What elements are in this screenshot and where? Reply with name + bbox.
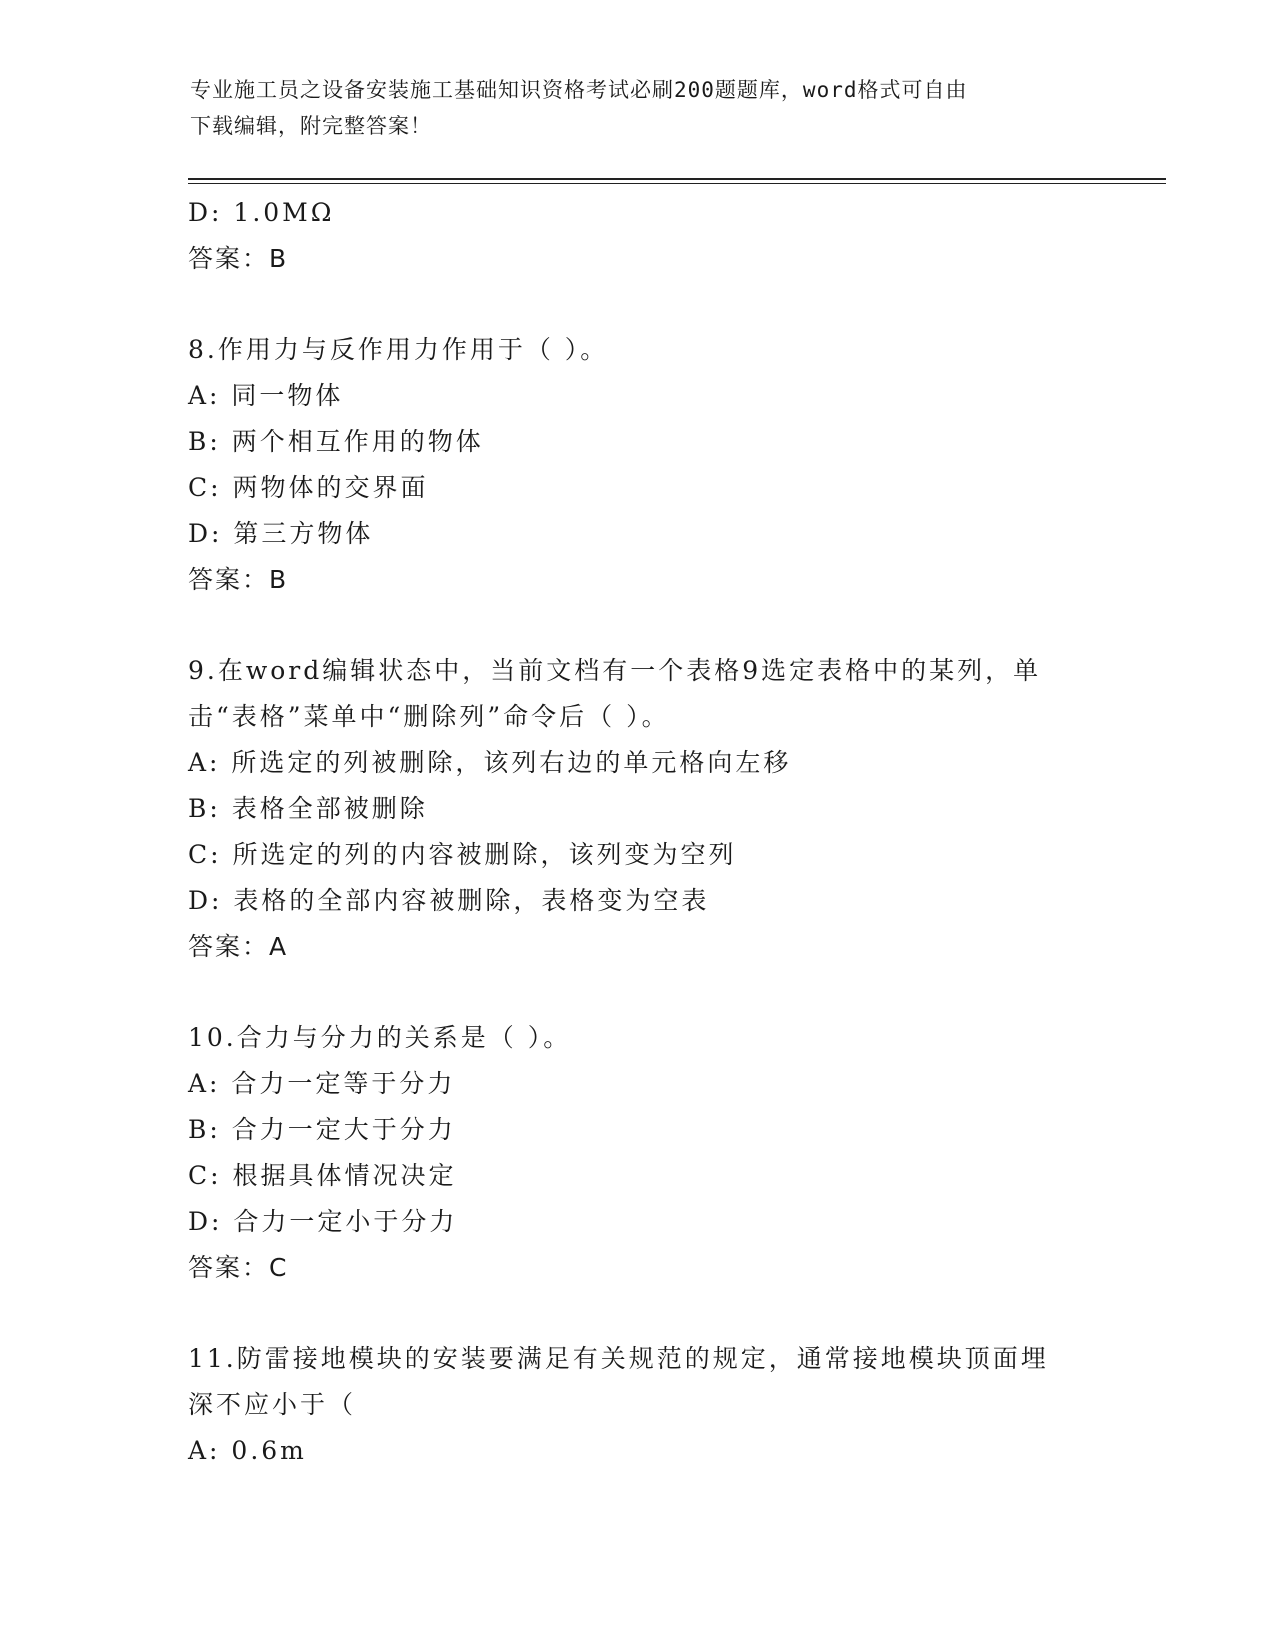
question-8 xyxy=(188,327,1088,603)
option-a: A: 所选定的列被删除，该列右边的单元格向左移 xyxy=(188,748,792,777)
header-line-1: 专业施工员之设备安装施工基础知识资格考试必刷200题题库，word格式可自由 xyxy=(190,78,968,102)
option-d: D: 表格的全部内容被删除，表格变为空表 xyxy=(188,886,710,915)
question-11 xyxy=(188,1336,1088,1474)
option-b: B: 合力一定大于分力 xyxy=(188,1115,456,1144)
question-7-tail xyxy=(188,190,1088,282)
option-d: D: 1.0MΩ xyxy=(188,198,335,227)
header-divider-thick xyxy=(188,178,1166,180)
question-10 xyxy=(188,1015,1088,1291)
question-stem-line-2: 击“表格”菜单中“删除列”命令后（ ）。 xyxy=(188,702,670,731)
option-b: B: 表格全部被删除 xyxy=(188,794,428,823)
question-stem-line-2: 深不应小于（ xyxy=(188,1390,357,1419)
header-divider-thin xyxy=(188,183,1166,184)
header-line-2: 下载编辑，附完整答案！ xyxy=(190,114,432,138)
question-stem-line-1: 9.在word编辑状态中，当前文档有一个表格9选定表格中的某列，单 xyxy=(188,656,1042,685)
option-a: A: 同一物体 xyxy=(188,381,344,410)
question-stem: 10.合力与分力的关系是（ ）。 xyxy=(188,1023,572,1052)
option-c: C: 根据具体情况决定 xyxy=(188,1161,457,1190)
option-a: A: 0.6m xyxy=(188,1436,307,1465)
answer: 答案：C xyxy=(188,1253,289,1282)
question-stem: 8.作用力与反作用力作用于（ ）。 xyxy=(188,335,609,364)
document-header xyxy=(190,72,1090,144)
option-b: B: 两个相互作用的物体 xyxy=(188,427,484,456)
option-a: A: 合力一定等于分力 xyxy=(188,1069,456,1098)
question-list xyxy=(188,190,1088,1474)
answer: 答案：B xyxy=(188,565,289,594)
question-9 xyxy=(188,648,1088,970)
option-c: C: 所选定的列的内容被删除，该列变为空列 xyxy=(188,840,737,869)
option-c: C: 两物体的交界面 xyxy=(188,473,429,502)
question-stem-line-1: 11.防雷接地模块的安装要满足有关规范的规定，通常接地模块顶面埋 xyxy=(188,1344,1049,1373)
option-d: D: 第三方物体 xyxy=(188,519,374,548)
answer: 答案：B xyxy=(188,244,289,273)
option-d: D: 合力一定小于分力 xyxy=(188,1207,458,1236)
answer: 答案：A xyxy=(188,932,289,961)
